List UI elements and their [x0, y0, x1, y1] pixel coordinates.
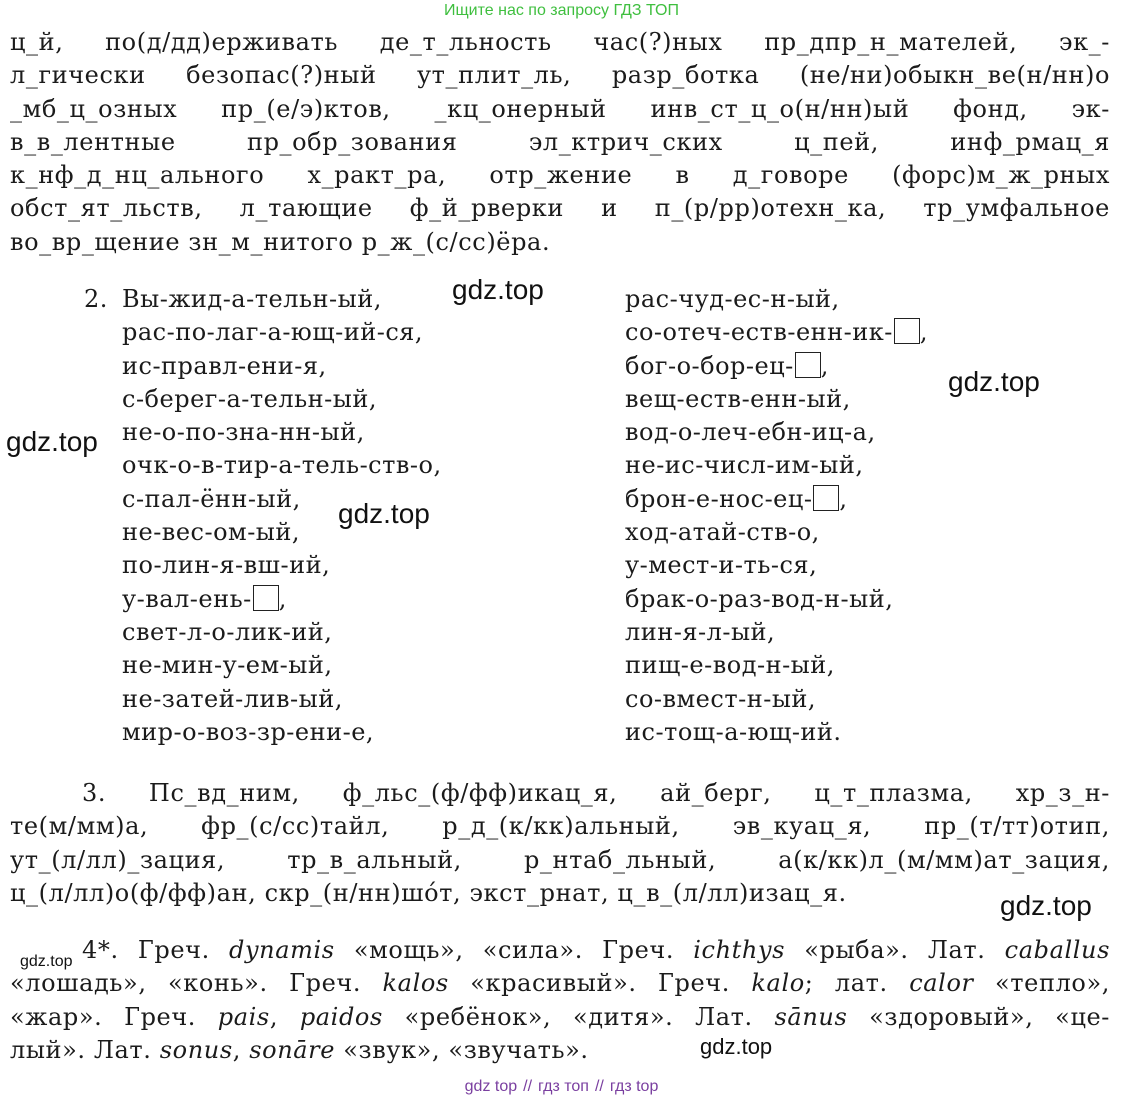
watermark: gdz.top — [452, 274, 544, 305]
task1-line: обст_ят_льств, л_тающие ф_й_рверки и п_(р/рр)отехн_ка, тр_умфальное — [10, 194, 1110, 223]
task2-word: со-отеч-еств-енн-ик- , — [625, 318, 928, 347]
task2-word: со-вмест-н-ый, — [625, 684, 817, 713]
task1-line: _мб_ц_озных пр_(е/э)ктов, _кц_онерный инв_ст_ц_о(н/нн)ый фонд, эк- — [10, 94, 1110, 123]
top-banner[interactable]: Ищите нас по запросу ГДЗ ТОП — [444, 2, 679, 19]
task2-word: 2. Вы-жид-а-тельн-ый, — [84, 283, 442, 316]
task2-word: ис-правл-ени-я, — [122, 351, 327, 380]
task2-word: не-вес-ом-ый, — [122, 518, 301, 547]
task1-line: л_гически безопас(?)ный ут_плит_ль, разр_ботка (не/ни)обыкн_ве(н/нн)о — [10, 61, 1110, 90]
task1-line: ц_й, по(д/дд)ерживать де_т_льность час(?)ных пр_дпр_н_мателей, эк_- — [10, 28, 1110, 56]
empty-ending-box — [253, 585, 279, 611]
watermark: gdz.top — [338, 498, 430, 529]
task2-word: с-берег-а-тельн-ый, — [122, 384, 377, 413]
watermark: gdz.top — [6, 426, 98, 457]
task1-paragraph — [10, 26, 1110, 259]
task4-line: «жар». Греч. pais, paidos «ребёнок», «дитя». Лат. sānus «здоровый», «це- — [10, 1002, 1110, 1031]
task4-paragraph — [10, 934, 1110, 1067]
empty-ending-box — [795, 352, 821, 378]
task3-line: ц_(л/лл)о(ф/фф)ан, скр_(н/нн)шо́т, экст_рнат, ц_в_(л/лл)изац_я. — [10, 878, 847, 907]
footer-link-gdz-top-ru[interactable]: гдз топ — [538, 1078, 589, 1095]
task2-word: лин-я-л-ый, — [625, 617, 776, 646]
task4-line: лый». Лат. sonus, sonāre «звук», «звучать». — [10, 1035, 589, 1064]
empty-ending-box — [894, 318, 920, 344]
task3-line: те(м/мм)а, фр_(с/сс)тайл, р_д_(к/кк)альный, эв_куац_я, пр_(т/тт)отип, — [10, 812, 1110, 841]
watermark: gdz.top — [1000, 890, 1092, 921]
task2-word: не-мин-у-ем-ый, — [122, 651, 333, 680]
task4-line: 4*. Греч. dynamis «мощь», «сила». Греч. ichthys «рыба». Лат. caballus — [82, 936, 1110, 964]
task2-word: брон-е-нос-ец- , — [625, 484, 848, 513]
task1-line: во_вр_щение зн_м_нитого р_ж_(с/сс)ёра. — [10, 227, 551, 256]
task3-paragraph — [10, 777, 1110, 910]
task2-word: вещ-еств-енн-ый, — [625, 384, 851, 413]
task2-word: не-о-по-зна-нн-ый, — [122, 418, 365, 447]
task1-line: к_нф_д_нц_ального х_ракт_ра, отр_жение в д_говоре (форс)м_ж_рных — [10, 161, 1110, 190]
footer-link-gdz-top[interactable]: gdz top — [464, 1078, 518, 1095]
task2-word: брак-о-раз-вод-н-ый, — [625, 584, 894, 613]
task2-number: 2. — [84, 285, 108, 313]
footer-separator: // — [523, 1078, 533, 1095]
task2-word: пищ-е-вод-н-ый, — [625, 651, 835, 680]
task2-word: мир-о-воз-зр-ени-е, — [122, 717, 375, 746]
task3-line: ут_(л/лл)_зация, тр_в_альный, р_нтаб_льный, а(к/кк)л_(м/мм)ат_зация, — [10, 845, 1110, 874]
task2-word: рас-чуд-ес-н-ый, — [625, 285, 840, 313]
task2-word: рас-по-лаг-а-ющ-ий-ся, — [122, 318, 424, 347]
task2-word: не-затей-лив-ый, — [122, 684, 343, 713]
empty-ending-box — [813, 485, 839, 511]
task2-word: вод-о-леч-ебн-иц-а, — [625, 418, 876, 447]
task2-word: бог-о-бор-ец- , — [625, 351, 829, 380]
task2-word: у-вал-ень- , — [122, 584, 287, 613]
task3-line: 3. Пс_вд_ним, ф_льс_(ф/фф)икац_я, ай_берг, ц_т_плазма, хр_з_н- — [82, 779, 1110, 807]
task2-word: свет-л-о-лик-ий, — [122, 617, 333, 646]
footer-link-gdz-top-mixed[interactable]: гдз top — [609, 1078, 659, 1095]
task2-word: не-ис-числ-им-ый, — [625, 451, 864, 480]
task2-word: у-мест-и-ть-ся, — [625, 551, 818, 580]
task1-line: в_в_лентные пр_обр_зования эл_ктрич_ских ц_пей, инф_рмац_я — [10, 127, 1110, 156]
footer-links — [0, 1078, 1123, 1096]
task2-word: ис-тощ-а-ющ-ий. — [625, 717, 842, 746]
footer-separator: // — [594, 1078, 604, 1095]
watermark: gdz.top — [700, 1034, 773, 1059]
task2-word: с-пал-ённ-ый, — [122, 484, 301, 513]
task2-word: очк-о-в-тир-а-тель-ств-о, — [122, 451, 442, 480]
watermark: gdz.top — [948, 366, 1040, 397]
task2-word: по-лин-я-вш-ий, — [122, 551, 331, 580]
task2-right-column — [625, 283, 928, 749]
task4-line: «лошадь», «конь». Греч. kalos «красивый». Греч. kalo; лат. calor «тепло», — [10, 969, 1110, 998]
task2-word: ход-атай-ств-о, — [625, 518, 820, 547]
watermark: gdz.top — [20, 953, 73, 970]
